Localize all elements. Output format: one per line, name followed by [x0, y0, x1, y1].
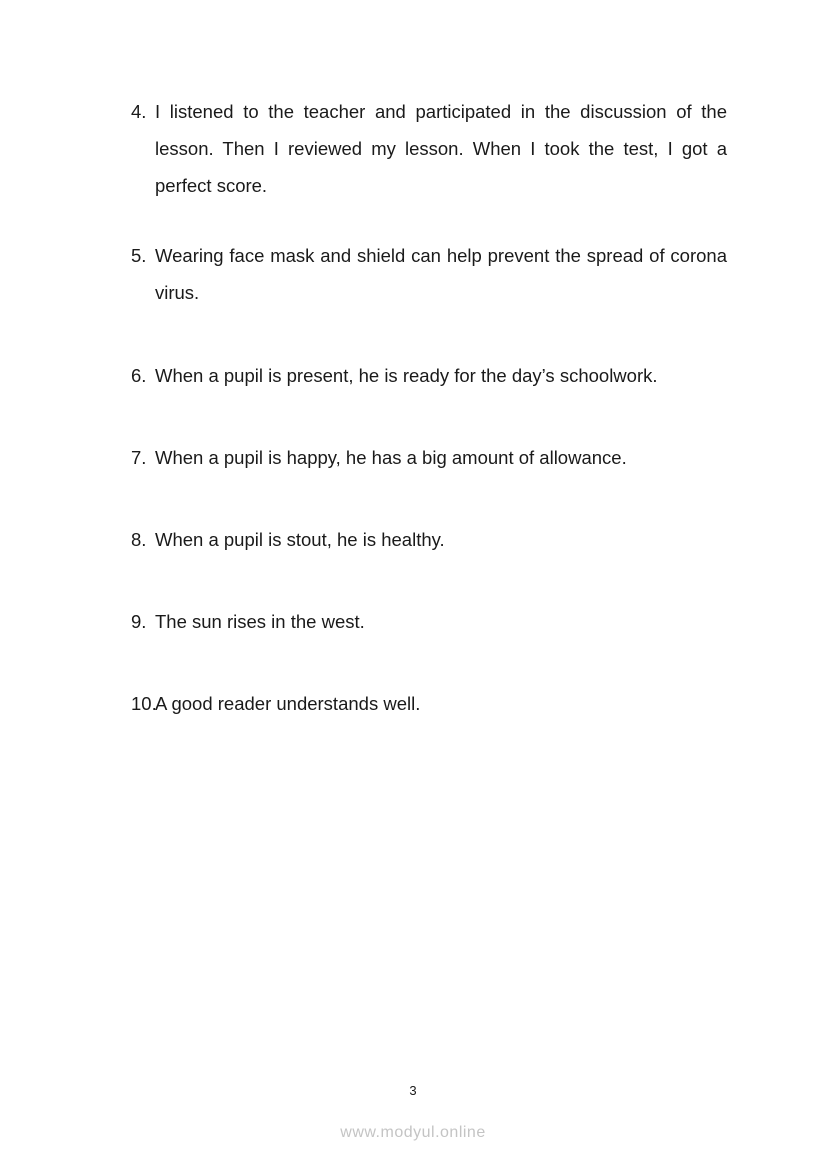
item-number: 8.: [131, 529, 147, 550]
item-text: The sun rises in the west.: [155, 611, 365, 632]
list-item: [131, 93, 727, 204]
item-text: When a pupil is happy, he has a big amount of allowance.: [155, 447, 627, 468]
page-number: 3: [409, 1083, 417, 1098]
list-item: [131, 521, 727, 558]
item-text: I listened to the teacher and participated in the discussion of the lesson. Then I reviewed my lesson. When I took the test, I got a perfect score.: [155, 101, 727, 196]
list-item: [131, 439, 727, 476]
list-item: [131, 357, 727, 394]
item-number: 10.: [131, 693, 157, 714]
item-text: Wearing face mask and shield can help prevent the spread of corona virus.: [155, 245, 727, 303]
item-number: 9.: [131, 611, 147, 632]
list-item: [131, 603, 727, 640]
item-text: When a pupil is stout, he is healthy.: [155, 529, 445, 550]
item-number: 6.: [131, 365, 147, 386]
list-item: [131, 685, 727, 722]
item-number: 4.: [131, 101, 147, 122]
item-number: 5.: [131, 245, 147, 266]
item-text: A good reader understands well.: [155, 693, 421, 714]
item-text: When a pupil is present, he is ready for the day’s schoolwork.: [155, 365, 658, 386]
watermark: www.modyul.online: [340, 1124, 486, 1141]
item-number: 7.: [131, 447, 147, 468]
list-item: [131, 237, 727, 311]
